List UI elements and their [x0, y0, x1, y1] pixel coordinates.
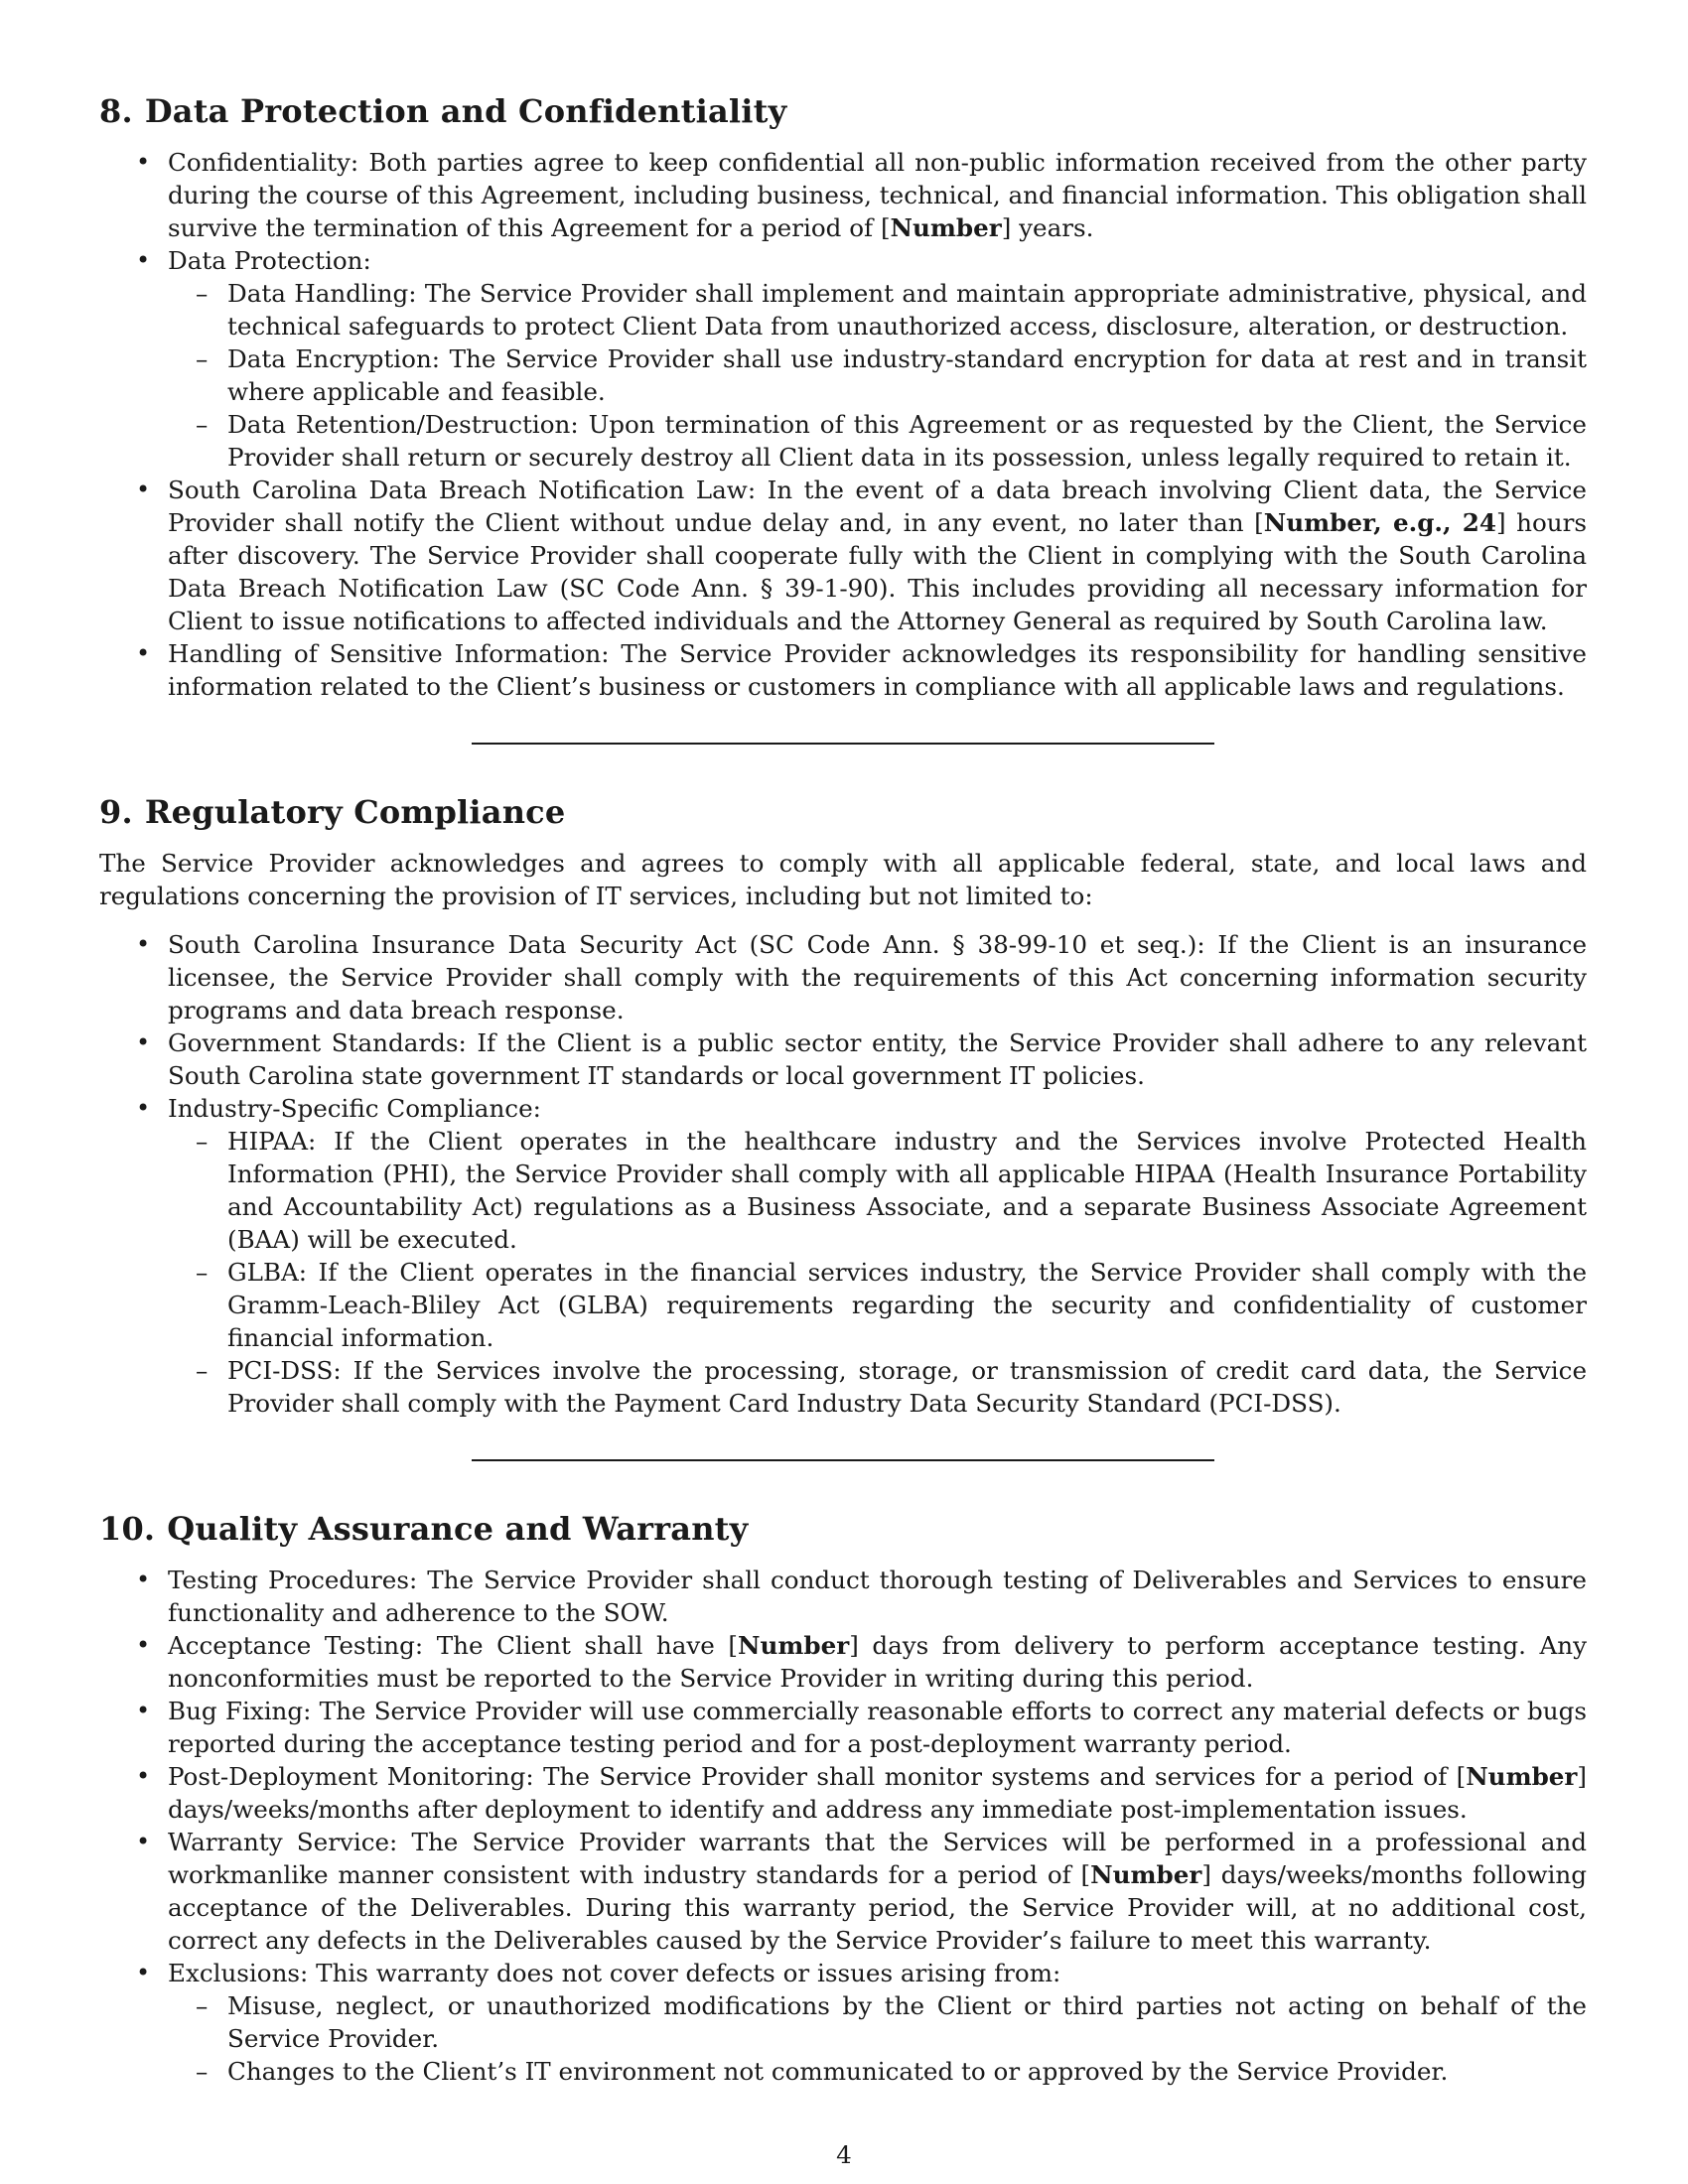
- list-item-data-protection: • Data Protection: – Data Handling: The Service Provider shall implement and maintain appropriate administrative, physical, and technical safeguards to protect Client Data from unauthorized access, disclosure, alteration, or destruction. – Data Encryption: The Service Provider shall use industry-standard encryption for data at rest and in transit where applicable and feasible. – Data Retention/Destruction: Upon termination of this Agreement or as requested by the Client, the Service Provider shall return or securely destroy all Client data in its possession, unless legally required to retain it.: [99, 244, 1587, 474]
- list-item-testing-procedures: • Testing Procedures: The Service Provider shall conduct thorough testing of Deliverables and Services to ensure functionality and adherence to the SOW.: [99, 1564, 1587, 1629]
- list-item-sensitive-info: • Handling of Sensitive Information: The Service Provider acknowledges its responsibility for handling sensitive information related to the Client’s business or customers in compliance with all applicable laws and regulations.: [99, 637, 1587, 703]
- section-heading: 9. Regulatory Compliance: [99, 793, 566, 831]
- sub-item-glba: – GLBA: If the Client operates in the financial services industry, the Service Provider shall comply with the Gramm-Leach-Bliley Act (GLBA) requirements regarding the security and confidentiality of customer financial information.: [168, 1256, 1587, 1354]
- section-intro: The Service Provider acknowledges and agrees to comply with all applicable federal, state, and local laws and regulations concerning the provision of IT services, including but not limited to:: [99, 849, 1587, 910]
- list-item-breach-notification: • South Carolina Data Breach Notification Law: In the event of a data breach involving Client data, the Service Provider shall notify the Client without undue delay and, in any event, no later than [Number, e.g., 24] hours after discovery. The Service Provider shall cooperate fully with the Client in complying with the South Carolina Data Breach Notification Law (SC Code Ann. § 39-1-90). This includes providing all necessary information for Client to issue notifications to affected individuals and the Attorney General as required by South Carolina law.: [99, 474, 1587, 637]
- sub-item-pci-dss: – PCI-DSS: If the Services involve the processing, storage, or transmission of credit card data, the Service Provider shall comply with the Payment Card Industry Data Security Standard (PCI-DSS).: [168, 1354, 1587, 1420]
- sub-item-hipaa: – HIPAA: If the Client operates in the healthcare industry and the Services involve Protected Health Information (PHI), the Service Provider shall comply with all applicable HIPAA (Health Insurance Portability and Accountability Act) regulations as a Business Associate, and a separate Business Associate Agreement (BAA) will be executed.: [168, 1125, 1587, 1256]
- sub-list: [168, 1989, 1587, 2088]
- sub-item-data-handling: – Data Handling: The Service Provider shall implement and maintain appropriate administrative, physical, and technical safeguards to protect Client Data from unauthorized access, disclosure, alteration, or destruction.: [168, 277, 1587, 342]
- list-item-industry-compliance: • Industry-Specific Compliance: – HIPAA: If the Client operates in the healthcare industry and the Services involve Protected Health Information (PHI), the Service Provider shall comply with all applicable HIPAA (Health Insurance Portability and Accountability Act) regulations as a Business Associate, and a separate Business Associate Agreement (BAA) will be executed. – GLBA: If the Client operates in the financial services industry, the Service Provider shall comply with the Gramm-Leach-Bliley Act (GLBA) requirements regarding the security and confidentiality of customer financial information. – PCI-DSS: If the Services involve the processing, storage, or transmission of credit card data, the Service Provider shall comply with the Payment Card Industry Data Security Standard (PCI-DSS).: [99, 1092, 1587, 1420]
- sub-list: [168, 1125, 1587, 1420]
- section-quality-assurance: [99, 1509, 1587, 2088]
- section-divider: [472, 1459, 1214, 1461]
- section-heading: 8. Data Protection and Confidentiality: [99, 92, 787, 130]
- list-item-acceptance-testing: • Acceptance Testing: The Client shall have [Number] days from delivery to perform acceptance testing. Any nonconformities must be reported to the Service Provider in writing during this period.: [99, 1629, 1587, 1695]
- section-data-protection: [99, 91, 1587, 703]
- section-regulatory-compliance: [99, 792, 1587, 1420]
- section-heading: 10. Quality Assurance and Warranty: [99, 1510, 749, 1548]
- sub-item-data-encryption: – Data Encryption: The Service Provider shall use industry-standard encryption for data at rest and in transit where applicable and feasible.: [168, 342, 1587, 408]
- bullet-list: [99, 1564, 1587, 2088]
- sub-item-misuse: – Misuse, neglect, or unauthorized modifications by the Client or third parties not acting on behalf of the Service Provider.: [168, 1989, 1587, 2055]
- list-item-bug-fixing: • Bug Fixing: The Service Provider will use commercially reasonable efforts to correct any material defects or bugs reported during the acceptance testing period and for a post-deployment warranty period.: [99, 1695, 1587, 1760]
- list-item-government-standards: • Government Standards: If the Client is a public sector entity, the Service Provider shall adhere to any relevant South Carolina state government IT standards or local government IT policies.: [99, 1026, 1587, 1092]
- list-item-insurance-act: • South Carolina Insurance Data Security Act (SC Code Ann. § 38-99-10 et seq.): If the Client is an insurance licensee, the Service Provider shall comply with the requirements of this Act concerning information security programs and data breach response.: [99, 928, 1587, 1026]
- list-item-post-deployment: • Post-Deployment Monitoring: The Service Provider shall monitor systems and services for a period of [Number] days/weeks/months after deployment to identify and address any immediate post-implementation issues.: [99, 1760, 1587, 1826]
- section-divider: [472, 743, 1214, 745]
- sub-list: [168, 277, 1587, 474]
- list-item-exclusions: • Exclusions: This warranty does not cover defects or issues arising from: – Misuse, neglect, or unauthorized modifications by the Client or third parties not acting on behalf of the Service Provider. – Changes to the Client’s IT environment not communicated to or approved by the Service Provider.: [99, 1957, 1587, 2088]
- list-item-confidentiality: • Confidentiality: Both parties agree to keep confidential all non-public information received from the other party during the course of this Agreement, including business, technical, and financial information. This obligation shall survive the termination of this Agreement for a period of [Number] years.: [99, 146, 1587, 244]
- page-number: 4: [836, 2140, 852, 2169]
- list-item-warranty-service: • Warranty Service: The Service Provider warrants that the Services will be performed in a professional and workmanlike manner consistent with industry standards for a period of [Number] days/weeks/months following acceptance of the Deliverables. During this warranty period, the Service Provider will, at no additional cost, correct any defects in the Deliverables caused by the Service Provider’s failure to meet this warranty.: [99, 1826, 1587, 1957]
- sub-item-environment-changes: – Changes to the Client’s IT environment not communicated to or approved by the Service Provider.: [168, 2055, 1587, 2088]
- sub-item-data-retention: – Data Retention/Destruction: Upon termination of this Agreement or as requested by the Client, the Service Provider shall return or securely destroy all Client data in its possession, unless legally required to retain it.: [168, 408, 1587, 474]
- bullet-list: [99, 146, 1587, 703]
- document-page: [99, 91, 1587, 2088]
- bullet-list: [99, 928, 1587, 1420]
